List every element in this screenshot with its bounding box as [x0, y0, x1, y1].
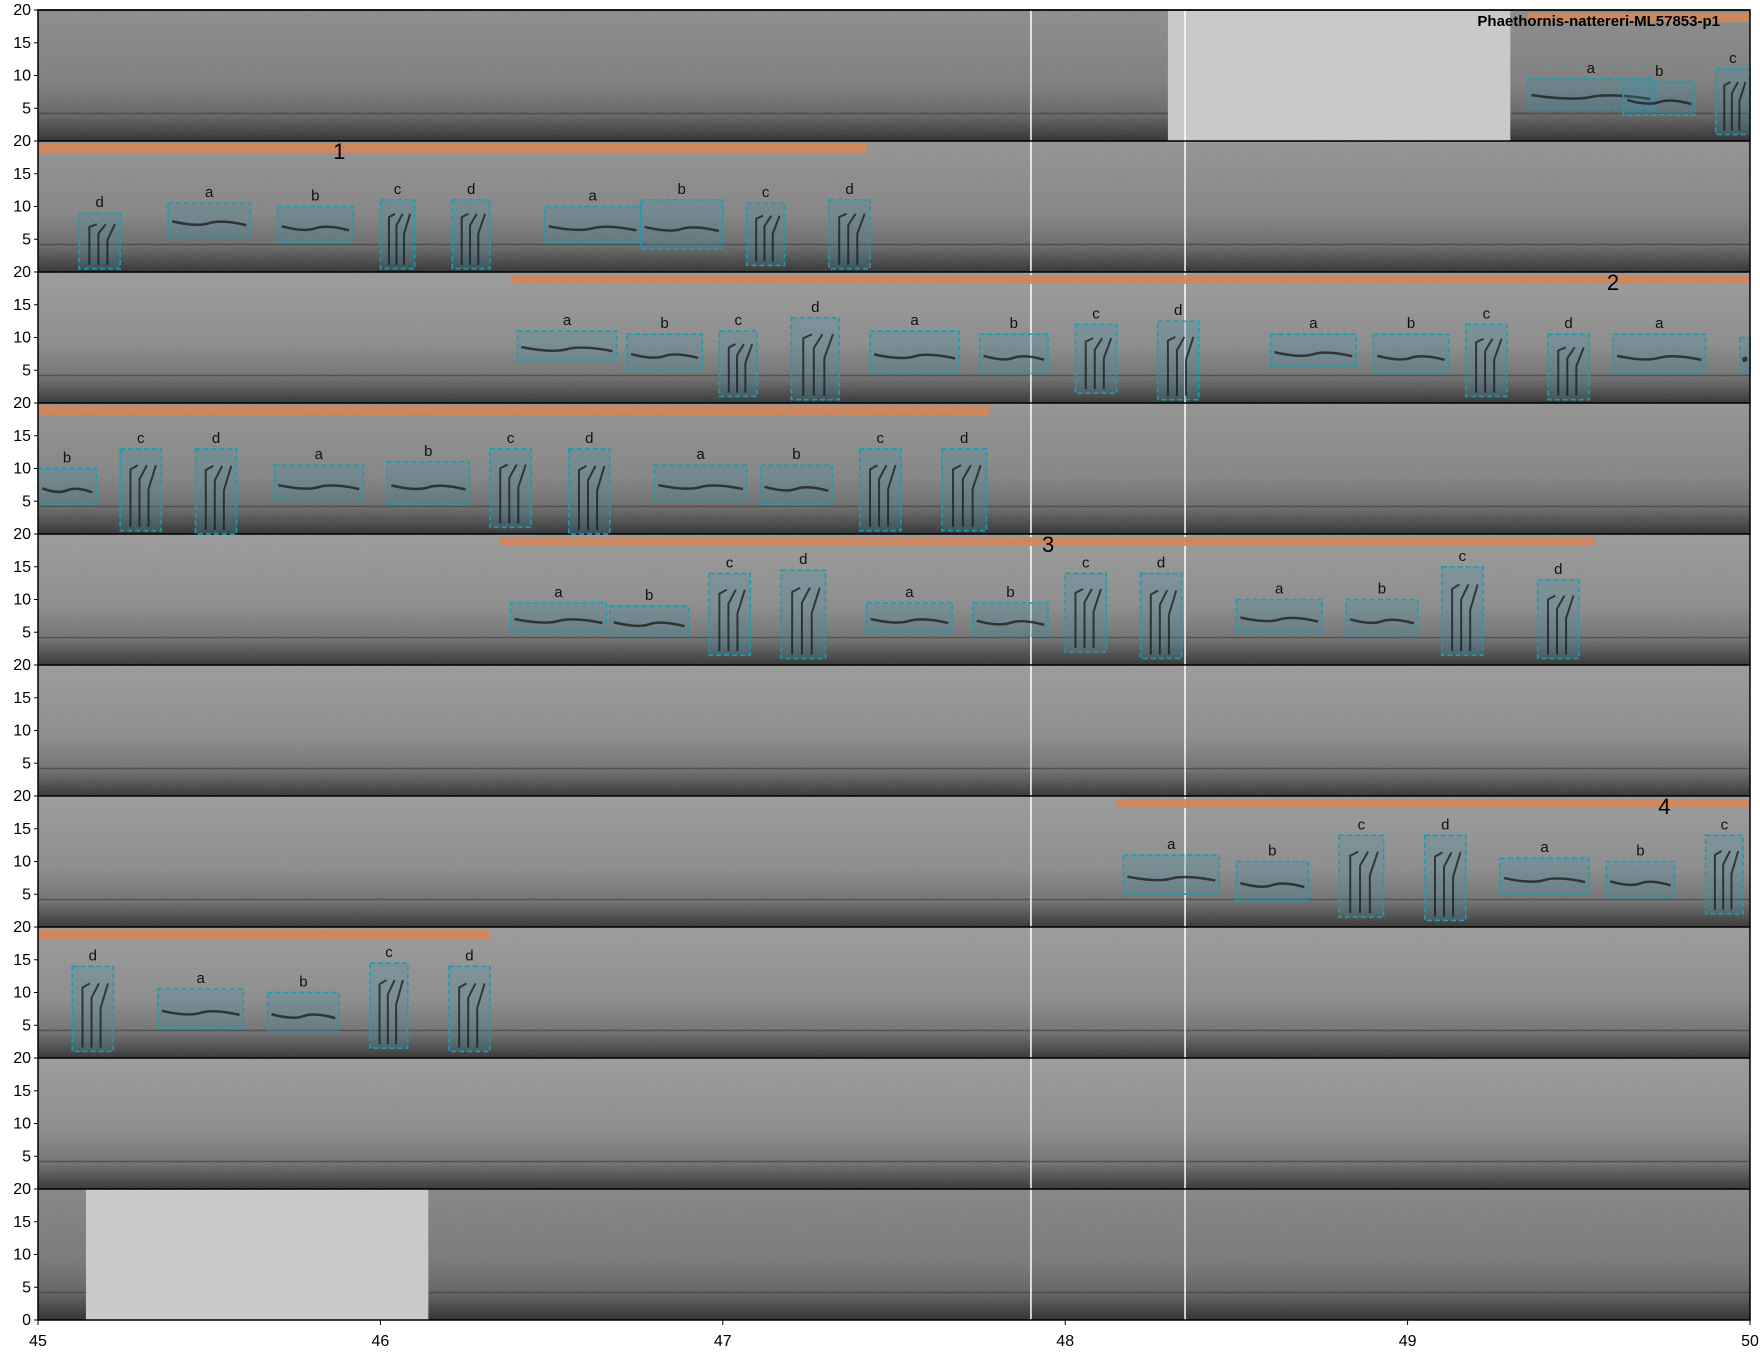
- y-tick-label: 15: [13, 34, 31, 52]
- phrase-bar: [38, 406, 990, 415]
- chart-title: Phaethornis-nattereri-ML57853-p1: [1477, 13, 1720, 30]
- segment-fill: [1065, 573, 1106, 652]
- y-tick-label: 10: [13, 1115, 31, 1133]
- blank-region: [86, 1189, 428, 1320]
- x-tick-label: 45: [29, 1333, 47, 1350]
- y-tick-label: 5: [22, 493, 31, 511]
- segment-label: b: [1636, 842, 1645, 860]
- segment-fill: [1339, 835, 1384, 917]
- segment-label: d: [845, 180, 854, 198]
- segment-label: d: [1174, 302, 1183, 320]
- y-tick-label: 10: [13, 67, 31, 85]
- segment-label: a: [314, 446, 323, 464]
- segment-label: c: [734, 311, 742, 329]
- segment-fill: [517, 331, 616, 360]
- y-tick-label: 20: [13, 264, 31, 281]
- segment-fill: [274, 465, 363, 501]
- phrase-bar: [38, 930, 490, 939]
- segment-label: d: [88, 947, 97, 965]
- segment-label: a: [205, 184, 214, 202]
- y-tick-label: 10: [13, 591, 31, 609]
- segment-label: a: [196, 970, 205, 988]
- segment-fill: [870, 331, 959, 374]
- y-tick-label: 15: [13, 296, 31, 314]
- segment-fill: [1442, 567, 1483, 655]
- segment-fill: [1236, 600, 1322, 633]
- segment-fill: [610, 606, 689, 635]
- segment-fill: [1606, 862, 1674, 898]
- segment-label: d: [811, 298, 820, 316]
- segment-label: b: [677, 180, 686, 198]
- y-tick-label: 20: [13, 919, 31, 936]
- segment-fill: [38, 469, 96, 505]
- segment-label: d: [585, 429, 594, 447]
- segment-fill: [1236, 862, 1308, 901]
- segment-label: c: [1720, 816, 1729, 834]
- segment-fill: [1425, 835, 1466, 920]
- y-tick-label: 5: [22, 1279, 31, 1297]
- segment-label: d: [1564, 315, 1573, 333]
- segment-label: d: [95, 194, 104, 212]
- segment-label: c: [1357, 816, 1366, 834]
- blank-region: [1168, 10, 1510, 141]
- segment-label: c: [876, 429, 885, 447]
- segment-fill: [709, 573, 750, 655]
- y-tick-label: 5: [22, 362, 31, 380]
- segment-label: d: [960, 429, 969, 447]
- segment-label: d: [465, 947, 474, 965]
- segment-fill: [168, 203, 250, 236]
- segment-label: d: [1156, 554, 1166, 572]
- segment-fill: [449, 966, 490, 1051]
- segment-fill: [380, 200, 414, 269]
- segment-fill: [627, 334, 702, 370]
- segment-label: a: [910, 311, 919, 329]
- segment-fill: [980, 334, 1048, 373]
- segment-fill: [158, 989, 244, 1028]
- y-tick-label: 15: [13, 558, 31, 576]
- segment-label: c: [136, 429, 145, 447]
- y-tick-label: 15: [13, 1213, 31, 1231]
- row-noise: [38, 1058, 1750, 1189]
- segment-fill: [1123, 855, 1219, 894]
- segment-label: b: [1006, 583, 1015, 601]
- segment-fill: [641, 200, 723, 249]
- segment-label: d: [466, 180, 476, 198]
- y-tick-label: 10: [13, 1246, 31, 1264]
- phrase-number: 1: [333, 139, 346, 164]
- y-tick-label: 10: [13, 722, 31, 740]
- segment-label: b: [1406, 315, 1416, 333]
- y-tick-label: 5: [22, 886, 31, 904]
- syllable-trace: [1744, 357, 1746, 361]
- segment-label: b: [311, 187, 320, 205]
- segment-fill: [1500, 858, 1589, 894]
- segment-fill: [196, 449, 237, 534]
- y-tick-label: 15: [13, 820, 31, 838]
- segment-label: c: [1092, 305, 1100, 323]
- segment-fill: [278, 207, 353, 243]
- segment-label: a: [554, 583, 563, 601]
- y-tick-label: 5: [22, 1148, 31, 1166]
- segment-fill: [1466, 324, 1507, 396]
- segment-label: c: [725, 554, 734, 572]
- y-tick-label: 20: [13, 788, 31, 805]
- y-tick-label: 15: [13, 427, 31, 445]
- spectrogram-row: [38, 1189, 1750, 1320]
- segment-label: b: [792, 446, 801, 464]
- segment-label: a: [1167, 835, 1176, 853]
- y-tick-label: 0: [22, 1312, 31, 1329]
- segment-label: d: [1554, 560, 1563, 578]
- y-tick-label: 20: [13, 133, 31, 150]
- segment-fill: [791, 318, 839, 400]
- segment-label: c: [393, 180, 402, 198]
- y-tick-label: 5: [22, 1017, 31, 1035]
- y-tick-label: 10: [13, 198, 31, 216]
- segment-fill: [1373, 334, 1448, 373]
- segment-fill: [1346, 600, 1418, 636]
- segment-label: b: [62, 449, 72, 467]
- segment-label: a: [588, 187, 597, 205]
- y-tick-label: 15: [13, 1082, 31, 1100]
- segment-label: c: [761, 184, 770, 202]
- segment-label: b: [1268, 842, 1277, 860]
- y-tick-label: 10: [13, 460, 31, 478]
- segment-label: b: [1655, 63, 1664, 81]
- segment-fill: [760, 465, 832, 504]
- segment-fill: [781, 570, 826, 658]
- segment-fill: [387, 462, 469, 505]
- y-tick-label: 5: [22, 624, 31, 642]
- phrase-number: 4: [1658, 794, 1671, 819]
- segment-fill: [860, 449, 901, 531]
- y-tick-label: 15: [13, 951, 31, 969]
- x-tick-label: 46: [371, 1333, 390, 1350]
- segment-label: d: [211, 429, 221, 447]
- spectrogram-row: [38, 796, 1750, 927]
- segment-fill: [867, 603, 953, 632]
- y-tick-label: 20: [13, 657, 31, 674]
- phrase-number: 3: [1041, 532, 1055, 557]
- segment-label: a: [1540, 839, 1549, 857]
- y-tick-label: 20: [13, 395, 31, 412]
- segment-fill: [942, 449, 987, 531]
- segment-label: a: [562, 311, 572, 329]
- segment-label: a: [905, 583, 914, 601]
- segment-fill: [545, 207, 641, 243]
- segment-fill: [1613, 334, 1705, 373]
- segment-label: b: [660, 315, 669, 333]
- phrase-bar: [1117, 799, 1750, 808]
- phrase-number: 2: [1606, 270, 1620, 295]
- y-tick-label: 10: [13, 984, 31, 1002]
- y-tick-label: 15: [13, 689, 31, 707]
- segment-label: c: [1729, 49, 1737, 67]
- segment-fill: [1538, 580, 1579, 659]
- phrase-bar: [511, 275, 1750, 284]
- segment-group: [1740, 338, 1750, 374]
- segment-label: c: [1482, 305, 1491, 323]
- row-noise: [38, 534, 1750, 665]
- segment-label: a: [1655, 315, 1664, 333]
- segment-fill: [1158, 321, 1199, 400]
- segment-fill: [452, 200, 490, 269]
- segment-label: d: [799, 551, 808, 569]
- segment-label: a: [1309, 315, 1318, 333]
- y-tick-label: 15: [13, 165, 31, 183]
- y-tick-label: 10: [13, 329, 31, 347]
- segment-label: a: [1275, 580, 1284, 598]
- y-tick-label: 20: [13, 1181, 31, 1198]
- segment-fill: [1705, 835, 1743, 914]
- spectrogram-row: [38, 1058, 1750, 1189]
- y-tick-label: 20: [13, 1050, 31, 1067]
- segment-fill: [79, 213, 120, 269]
- segment-fill: [1623, 82, 1695, 115]
- segment-fill: [569, 449, 610, 534]
- segment-fill: [72, 966, 113, 1051]
- y-tick-label: 5: [22, 100, 31, 118]
- spectrogram-row: [38, 665, 1750, 796]
- x-tick-label: 48: [1056, 1333, 1075, 1350]
- segment-label: b: [1009, 315, 1019, 333]
- segment-label: b: [645, 587, 654, 605]
- segment-fill: [747, 203, 785, 265]
- segment-fill: [1716, 69, 1750, 135]
- segment-label: b: [1377, 580, 1387, 598]
- x-tick-label: 49: [1398, 1333, 1417, 1350]
- segment-fill: [120, 449, 161, 531]
- segment-fill: [490, 449, 531, 528]
- phrase-bar: [38, 144, 867, 153]
- segment-label: d: [1441, 816, 1450, 834]
- segment-fill: [654, 465, 746, 501]
- spectrogram-row: [38, 534, 1750, 665]
- segment-label: c: [385, 944, 393, 962]
- segment-label: b: [424, 442, 433, 460]
- x-tick-label: 47: [713, 1333, 732, 1350]
- segment-fill: [719, 331, 757, 397]
- segment-fill: [370, 963, 408, 1048]
- segment-fill: [1141, 573, 1182, 658]
- segment-fill: [1075, 324, 1116, 393]
- segment-label: a: [696, 446, 705, 464]
- segment-fill: [829, 200, 870, 269]
- y-tick-label: 10: [13, 853, 31, 871]
- segment-label: a: [1586, 59, 1595, 77]
- segment-label: c: [506, 429, 515, 447]
- segment-fill: [973, 603, 1048, 636]
- y-tick-label: 20: [13, 526, 31, 543]
- row-noise: [38, 665, 1750, 796]
- y-tick-label: 5: [22, 755, 31, 773]
- segment-label: c: [1081, 554, 1090, 572]
- x-tick-label: 50: [1741, 1333, 1759, 1350]
- segment-fill: [511, 603, 607, 632]
- segment-label: b: [299, 973, 308, 991]
- y-tick-label: 5: [22, 231, 31, 249]
- segment-label: c: [1458, 547, 1467, 565]
- y-tick-label: 20: [13, 2, 31, 19]
- segment-fill: [1548, 334, 1589, 400]
- segment-fill: [267, 993, 339, 1032]
- row-noise: [38, 796, 1750, 927]
- segment-fill: [1740, 338, 1750, 374]
- segment-fill: [1271, 334, 1357, 367]
